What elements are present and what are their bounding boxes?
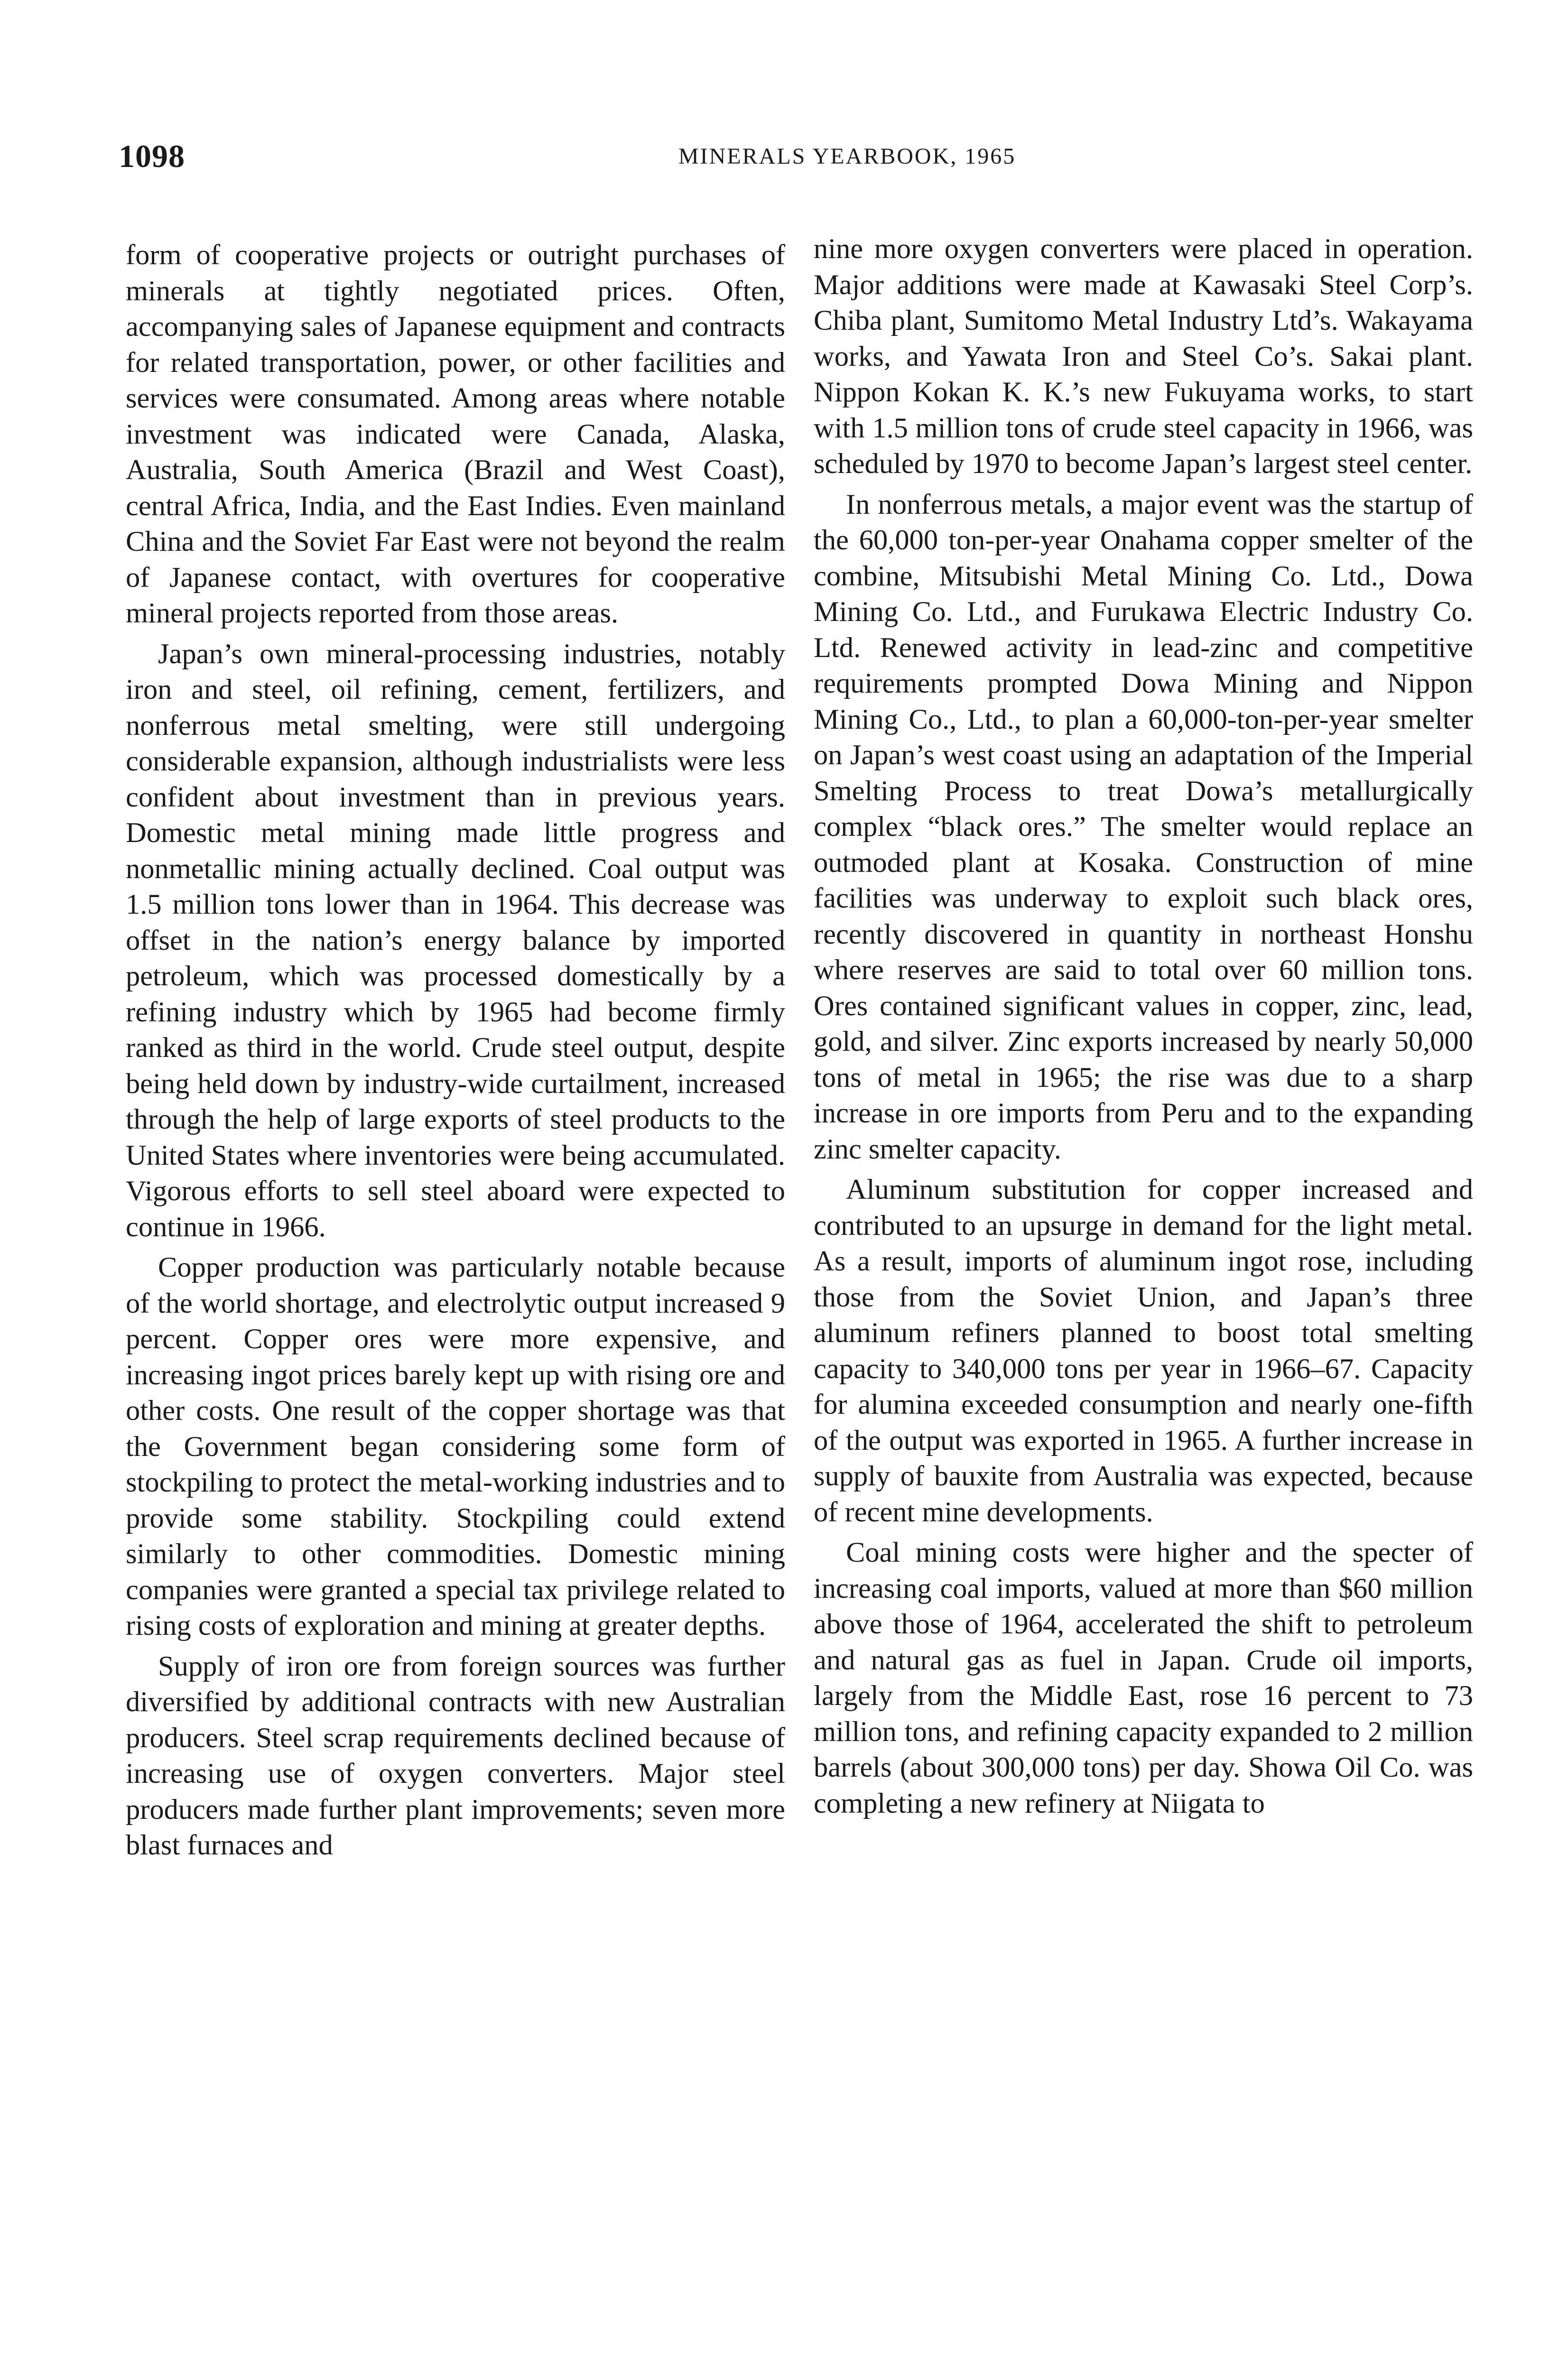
page-number: 1098	[119, 138, 185, 174]
paragraph: Japan’s own mineral-processing industries, notably iron and steel, oil refining, cement, fertilizers, and nonferrous metal smelting, were still undergoing considerable expansion, although industrialists were less confident about investment than in previous years. Domestic metal mining made little progress and nonmetallic mining actually declined. Coal output was 1.5 million tons lower than in 1964. This decrease was offset in the nation’s energy balance by imported petroleum, which was processed domestically by a refining industry which by 1965 had become firmly ranked as third in the world. Crude steel output, despite being held down by industry-wide curtailment, increased through the help of large exports of steel products to the United States where inventories were being accumulated. Vigorous efforts to sell steel aboard were expected to continue in 1966.	[126, 638, 785, 1243]
paragraph: Supply of iron ore from foreign sources was further diversified by additional contracts with new Australian producers. Steel scrap requirements declined because of increasing use of oxygen converters. Major steel producers made further plant improvements; seven more blast furnaces and	[126, 1650, 785, 1861]
paragraph: nine more oxygen converters were placed in operation. Major additions were made at Kawasaki Steel Corp’s. Chiba plant, Sumitomo Metal Industry Ltd’s. Wakayama works, and Yawata Iron and Steel Co’s. Sakai plant. Nippon Kokan K. K.’s new Fukuyama works, to start with 1.5 million tons of crude steel capacity in 1966, was scheduled by 1970 to become Japan’s largest steel center.	[814, 233, 1473, 480]
paragraph: In nonferrous metals, a major event was the startup of the 60,000 ton-per-year Onahama copper smelter of the combine, Mitsubishi Metal Mining Co. Ltd., Dowa Mining Co. Ltd., and Furukawa Electric Industry Co. Ltd. Renewed activity in lead-zinc and competitive requirements prompted Dowa Mining and Nippon Mining Co., Ltd., to plan a 60,000-ton-per-year smelter on Japan’s west coast using an adaptation of the Imperial Smelting Process to treat Dowa’s metallurgically complex “black ores.” The smelter would replace an outmoded plant at Kosaka. Construction of mine facilities was underway to exploit such black ores, recently discovered in quantity in northeast Honshu where reserves are said to total over 60 million tons. Ores contained significant values in copper, zinc, lead, gold, and silver. Zinc exports increased by nearly 50,000 tons of metal in 1965; the rise was due to a sharp increase in ore imports from Peru and to the expanding zinc smelter capacity.	[814, 488, 1473, 1165]
paragraph: Copper production was particularly notable because of the world shortage, and electrolytic output increased 9 percent. Copper ores were more expensive, and increasing ingot prices barely kept up with rising ore and other costs. One result of the copper shortage was that the Government began considering some form of stockpiling to protect the metal-working industries and to provide some stability. Stockpiling could extend similarly to other commodities. Domestic mining companies were granted a special tax privilege related to rising costs of exploration and mining at greater depths.	[126, 1251, 785, 1641]
running-head: MINERALS YEARBOOK, 1965	[678, 144, 1016, 169]
paragraph: form of cooperative projects or outright purchases of minerals at tightly negotiated prices. Often, accompanying sales of Japanese equipment and contracts for related transportation, power, or other facilities and services were consumated. Among areas where notable investment was indicated were Canada, Alaska, Australia, South America (Brazil and West Coast), central Africa, India, and the East Indies. Even mainland China and the Soviet Far East were not beyond the realm of Japanese contact, with overtures for cooperative mineral projects reported from those areas.	[126, 239, 785, 629]
paragraph: Aluminum substitution for copper increased and contributed to an upsurge in demand for the light metal. As a result, imports of aluminum ingot rose, including those from the Soviet Union, and Japan’s three aluminum refiners planned to boost total smelting capacity to 340,000 tons per year in 1966–67. Capacity for alumina exceeded consumption and nearly one-fifth of the output was exported in 1965. A further increase in supply of bauxite from Australia was expected, because of recent mine developments.	[814, 1174, 1473, 1528]
paragraph: Coal mining costs were higher and the specter of increasing coal imports, valued at more than $60 million above those of 1964, accelerated the shift to petroleum and natural gas as fuel in Japan. Crude oil imports, largely from the Middle East, rose 16 percent to 73 million tons, and refining capacity expanded to 2 million barrels (about 300,000 tons) per day. Showa Oil Co. was completing a new refinery at Niigata to	[814, 1537, 1473, 1819]
right-column	[814, 231, 1473, 1826]
left-column	[126, 237, 785, 1868]
page-header	[119, 138, 1480, 195]
